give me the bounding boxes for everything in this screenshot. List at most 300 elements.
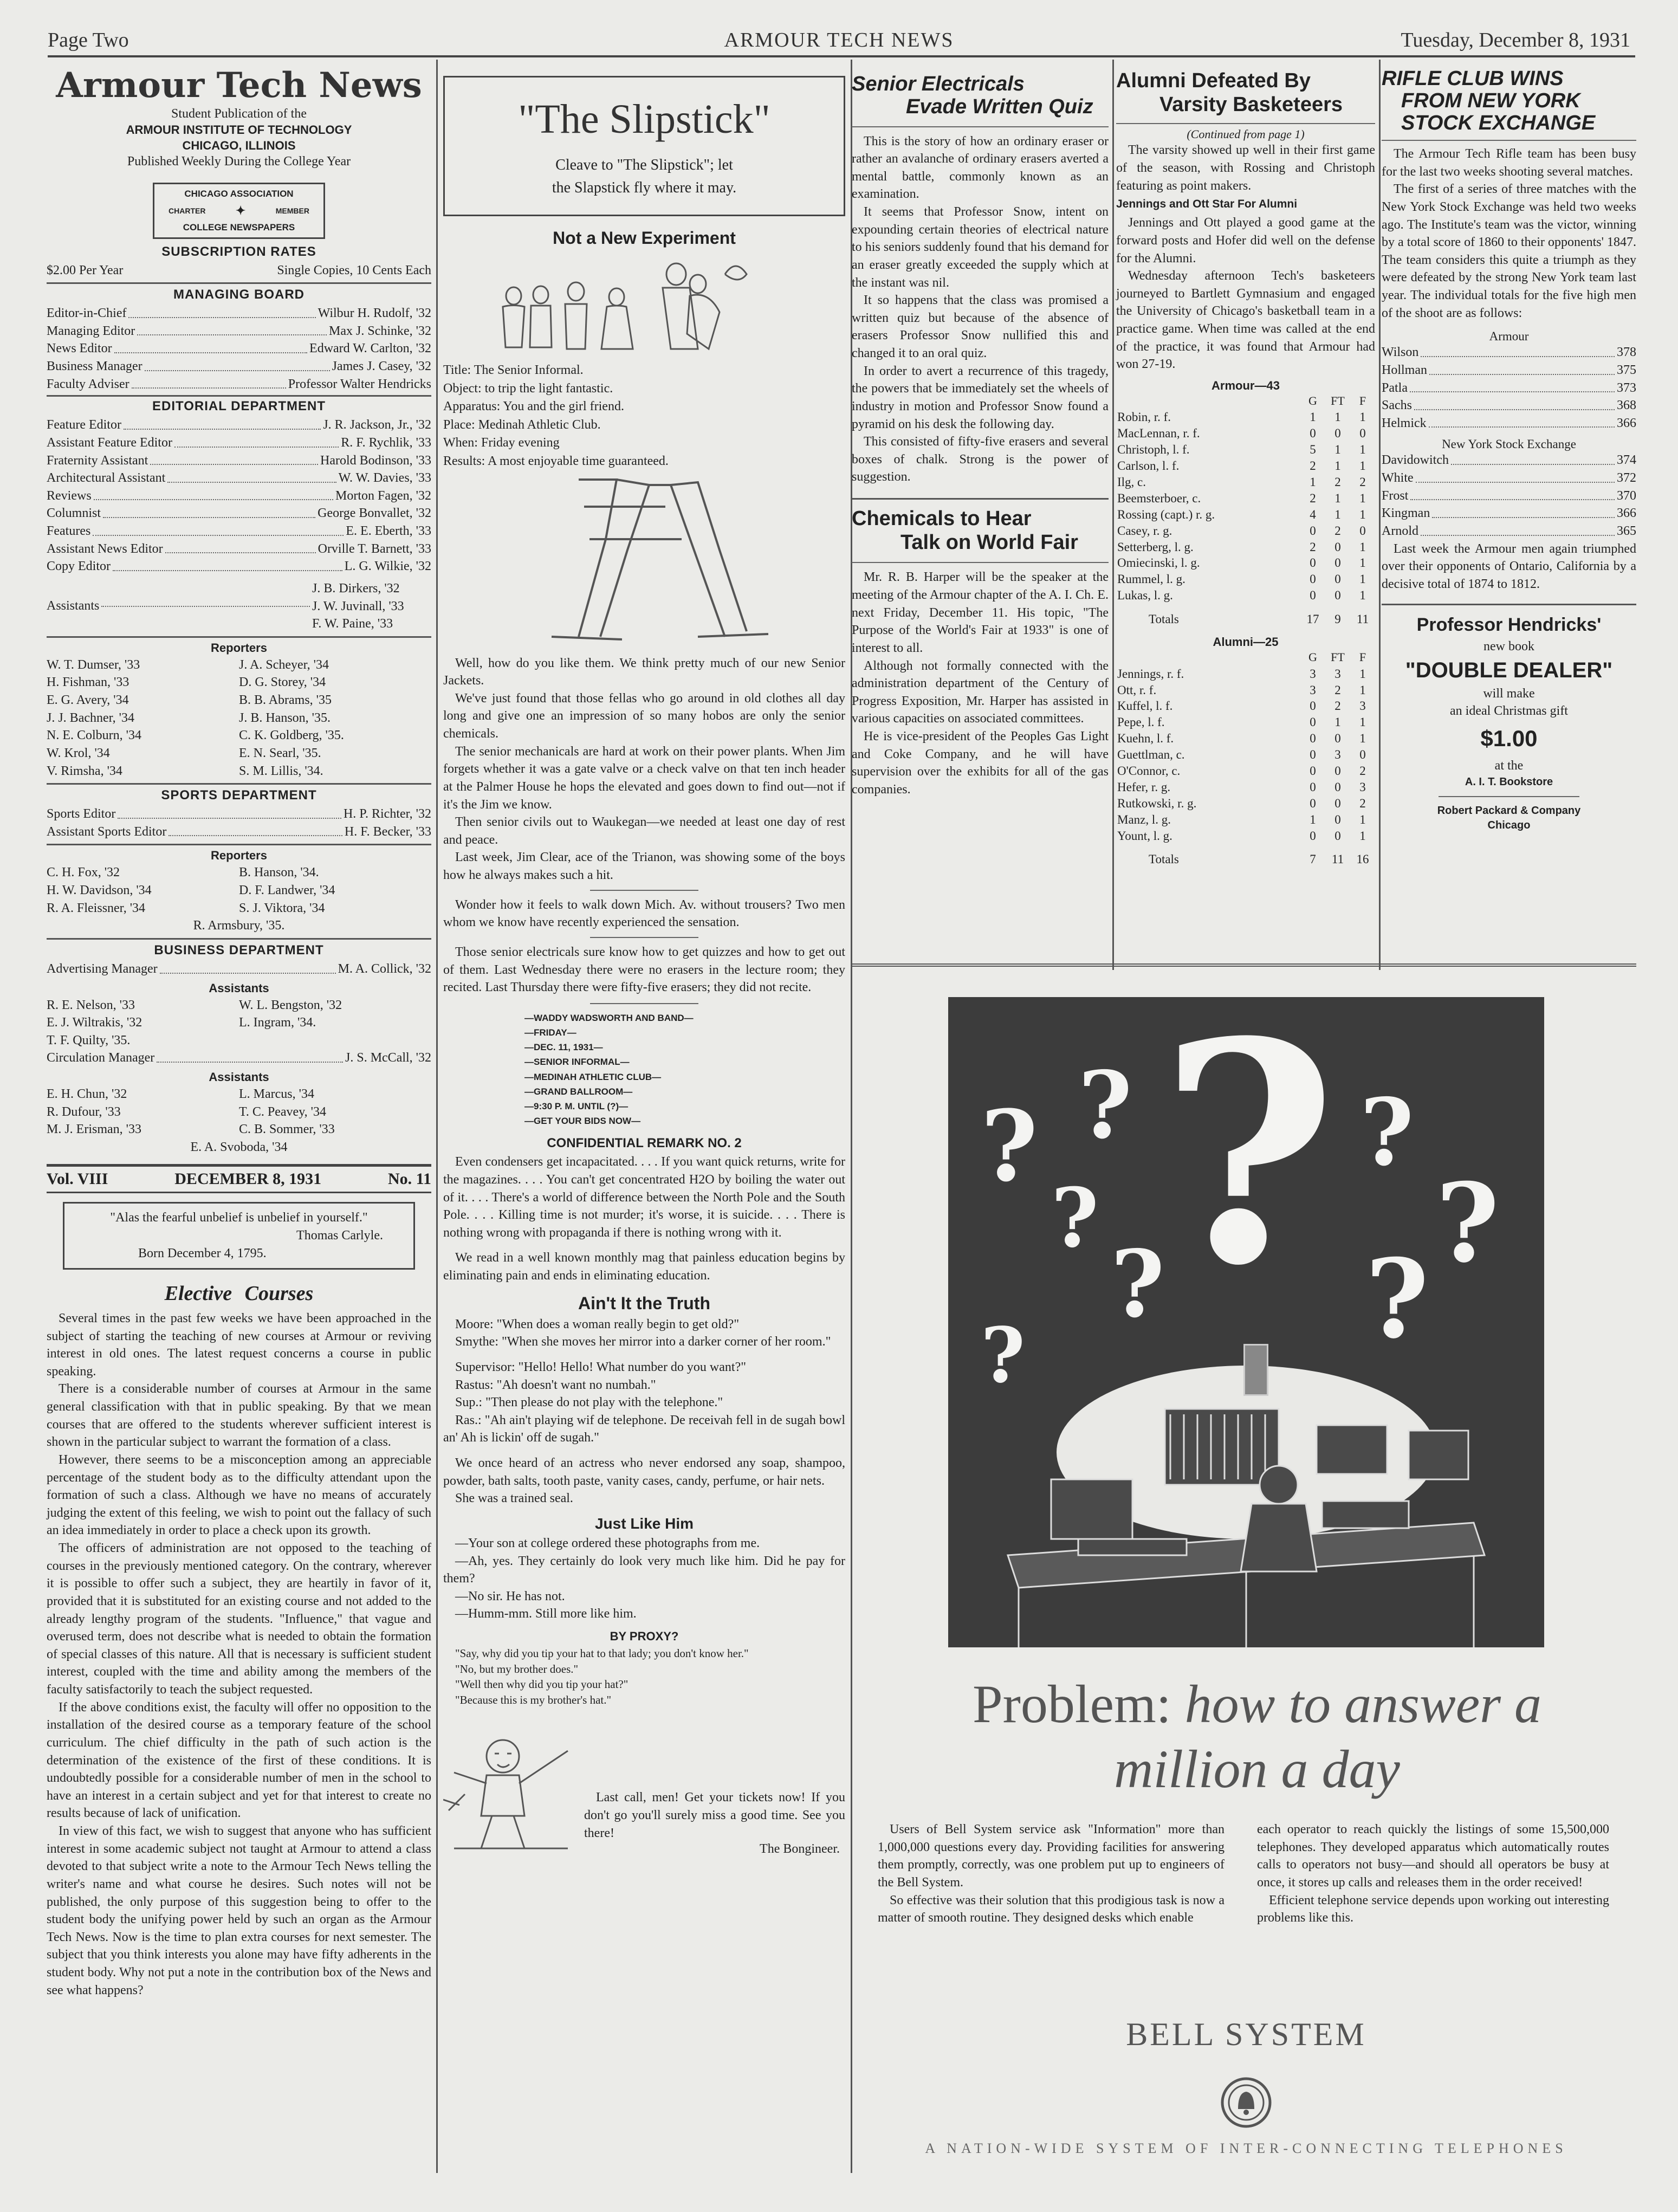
leader-dots (1410, 379, 1615, 393)
dancers-illustration (443, 253, 845, 355)
leader-dots (1421, 344, 1615, 357)
staff-row (47, 376, 431, 393)
masthead-title: Armour Tech News (56, 65, 422, 106)
paragraph: Smythe: "When she moves her mirror into a darker corner of her room." (455, 1335, 831, 1349)
staff-role: Circulation Manager (47, 1051, 155, 1065)
reporter-name: E. N. Searl, '35. (239, 746, 321, 760)
table-row (1116, 828, 1375, 844)
name-row (47, 691, 431, 709)
truth-head: Ain't It the Truth (578, 1293, 710, 1313)
stat-cell: 1 (1310, 410, 1316, 424)
article-paragraph: The first of a series of three matches with the New York Stock Exchange was held two weeks ago. The Institute's team was the victor, winning by a total score of 1860 to their opponents' 1847. The team considers this quite a triumph as they were defeated by the strong New York team last year. The individual totals for the five high men of the shoot are as follows: (1382, 182, 1636, 320)
bell-brand: BELL SYSTEM (1126, 2016, 1366, 2052)
score-row (1382, 397, 1636, 415)
staff-role: Advertising Manager (47, 961, 158, 976)
stat-cell: 1 (1359, 588, 1366, 603)
table-row (1116, 539, 1375, 555)
staff-role: Assistant Sports Editor (47, 824, 167, 839)
table-row (1116, 730, 1375, 747)
question-mark-icon: ? (1078, 1051, 1132, 1160)
table-row (1116, 523, 1375, 539)
score-row (1382, 344, 1636, 361)
ad-paragraph: So effective was their solution that this prodigious task is now a matter of smooth routine. They designed desks which enable (878, 1893, 1225, 1925)
paragraph: Rastus: "Ah doesn't want no numbah." (455, 1377, 656, 1392)
staff-role: Assistant Feature Editor (47, 435, 172, 450)
staff-row (47, 522, 431, 540)
ad-line: will make (1483, 686, 1535, 701)
stat-cell: 1 (1334, 491, 1341, 505)
paragraph: If the above conditions exist, the faculty will offer no opposition to the installation of the desired course as a temporary feature of the school curriculum. The chief difficulty in the path of such action is the determination of the existence of the first of these conditions. It is undoubtedly possible for a considerable number of men in the school to have an interest in a certain subject and yet for that interest to create no results because of lack of unification. (47, 1700, 431, 1821)
text-line: —SENIOR INFORMAL— (524, 1057, 630, 1068)
ad-line: Chicago (1487, 819, 1531, 831)
leader-dots (103, 505, 315, 518)
column-rule (1379, 60, 1381, 970)
divider (1382, 604, 1636, 605)
business-head: BUSINESS DEPARTMENT (154, 942, 324, 958)
leader-dots (150, 452, 318, 465)
leader-dots (114, 340, 307, 353)
reporter-name: B. B. Abrams, '35 (239, 693, 332, 708)
shooter-name: White (1382, 471, 1414, 486)
quote-text: "Alas the fearful unbelief is unbelief in yourself." (110, 1210, 368, 1225)
player-name: Casey, r. g. (1117, 523, 1172, 538)
ad-price: $1.00 (1480, 725, 1538, 751)
reporter-name: C. H. Fox, '32 (47, 865, 120, 880)
stat-cell: 1 (1334, 443, 1341, 457)
price-year: $2.00 Per Year (47, 263, 124, 277)
leader-dots (167, 469, 336, 483)
reporter-name: T. C. Peavey, '34 (239, 1104, 326, 1119)
stat-cell: 3 (1334, 748, 1341, 762)
shooter-score: 372 (1617, 471, 1636, 486)
staff-name: Professor Walter Hendricks (288, 377, 431, 391)
question-mark-icon: ? (1051, 1170, 1099, 1266)
stat-cell: 2 (1334, 699, 1341, 713)
player-name: Kuffel, l. f. (1117, 699, 1173, 713)
paragraph: —Humm-mm. Still more like him. (455, 1607, 637, 1621)
staff-role: Business Manager (47, 359, 142, 374)
ad-line: at the (1494, 759, 1524, 773)
text-line: —9:30 P. M. UNTIL (?)— (524, 1101, 629, 1111)
stat-cell: 0 (1334, 829, 1341, 843)
staff-row (47, 322, 431, 340)
staff-name: Edward W. Carlton, '32 (309, 341, 431, 356)
staff-role: Reviews (47, 488, 92, 503)
shooter-name: Davidowitch (1382, 453, 1449, 468)
shooter-score: 365 (1617, 523, 1636, 538)
table-row (1116, 442, 1375, 458)
player-name: Rutkowski, r. g. (1117, 796, 1197, 810)
text-line: —WADDY WADSWORTH AND BAND— (524, 1012, 694, 1023)
stat-cell: 0 (1359, 426, 1366, 441)
stat-cell: 1 (1334, 410, 1341, 424)
player-name: Rossing (capt.) r. g. (1117, 507, 1215, 521)
table-row (1116, 507, 1375, 523)
staff-name: H. P. Richter, '32 (343, 807, 431, 822)
assistants-head: Assistants (209, 981, 269, 995)
column-header: F (1359, 650, 1366, 664)
staff-row (47, 452, 431, 470)
score-list (1382, 451, 1636, 540)
score-row (1382, 415, 1636, 432)
player-name: Pepe, l. f. (1117, 715, 1165, 729)
article-subhead: Jennings and Ott Star For Alumni (1116, 198, 1298, 211)
article-paragraph: The varsity showed up well in their first game of the season, with Rossing and Christoph featuring as point makers. (1116, 143, 1375, 193)
text-line: Title: The Senior Informal. (443, 363, 584, 377)
assistants-head: Assistants (209, 1070, 269, 1084)
staff-role: Features (47, 524, 91, 539)
bell-logo-icon (1219, 2075, 1273, 2130)
article-title: Varsity Basketeers (1159, 93, 1343, 116)
question-mark-icon: ? (981, 1089, 1038, 1204)
shooter-score: 374 (1617, 453, 1636, 468)
staff-role: Columnist (47, 506, 101, 521)
divider (852, 562, 1109, 563)
player-name: Jennings, r. f. (1117, 667, 1184, 681)
shooter-name: Patla (1382, 380, 1408, 395)
masthead-line: CHICAGO, ILLINOIS (182, 138, 296, 152)
table-header-row (1116, 393, 1375, 410)
table-row (1116, 714, 1375, 730)
continued-note: (Continued from page 1) (1187, 127, 1305, 141)
slipstick-paragraph: She was a trained seal. (455, 1491, 573, 1506)
staff-row (47, 469, 431, 487)
stat-cell: 1 (1310, 475, 1316, 489)
paragraph: —Ah, yes. They certainly do look very much like him. Did he pay for them? (443, 1554, 845, 1586)
paragraph: There is a considerable number of courses at Armour in the same general classification with that in public speaking. By that we mean courses that are offered to the students wherever sufficient interest is shown in the particular subject to warrant the formation of a class. (47, 1382, 431, 1450)
ad-book-title: "DOUBLE DEALER" (1405, 658, 1613, 682)
paragraph: In order to avert a recurrence of this tragedy, the powers that be immediately set the wheels of industry in motion and Professor Snow found a pyramid on his desk the following day. (852, 364, 1109, 431)
phone-dialogue (443, 1359, 845, 1447)
player-name: Manz, l. g. (1117, 812, 1171, 826)
sports-list (47, 805, 431, 840)
text-line: Place: Medinah Athletic Club. (443, 417, 601, 432)
shooter-name: Sachs (1382, 398, 1412, 413)
text-line: —MEDINAH ATHLETIC CLUB— (524, 1071, 662, 1082)
sports-reporters-head: Reporters (211, 849, 267, 863)
stat-cell: 0 (1334, 556, 1341, 570)
article-body (852, 133, 1109, 487)
stat-cell: 2 (1334, 523, 1341, 538)
stat-cell: 1 (1359, 556, 1366, 570)
leader-dots (132, 376, 286, 389)
divider (590, 1003, 698, 1004)
player-name: Carlson, l. f. (1117, 459, 1180, 473)
paragraph: —No sir. He has not. (455, 1589, 565, 1603)
ad-line: new book (1483, 639, 1534, 654)
leader-dots (124, 416, 321, 430)
staff-name: J. R. Jackson, Jr., '32 (323, 418, 431, 432)
ad-copy-right (1257, 1821, 1609, 1927)
stat-cell: 2 (1310, 491, 1316, 505)
shooter-score: 375 (1617, 363, 1636, 377)
staff-row (47, 487, 431, 505)
table-row (1116, 458, 1375, 474)
subscription-head: SUBSCRIPTION RATES (161, 244, 316, 259)
paragraph: He is vice-president of the Peoples Gas Light and Coke Company, and he will have supervision over the exhibits for all of the gas companies. (852, 729, 1109, 797)
editorial-head: EDITORIAL DEPARTMENT (152, 399, 326, 414)
reporter-name: W. L. Bengston, '32 (239, 998, 342, 1012)
paragraph: Well, how do you like them. We think pretty much of our new Senior Jackets. (443, 656, 845, 688)
reporter-name: J. B. Hanson, '35. (239, 710, 331, 725)
stat-cell: 2 (1310, 459, 1316, 473)
table-row (1116, 795, 1375, 812)
stat-cell: 2 (1334, 475, 1341, 489)
stat-cell: 1 (1359, 715, 1366, 729)
staff-name: T. F. Quilty, '35. (47, 1033, 131, 1047)
leader-dots (1416, 469, 1615, 483)
stat-cell: 0 (1310, 764, 1316, 778)
volume-bar (47, 1164, 431, 1193)
staff-role: Copy Editor (47, 559, 111, 574)
leader-dots (128, 305, 315, 318)
reporter-name: R. Armsbury, '35. (193, 919, 285, 933)
masthead-line: ARMOUR INSTITUTE OF TECHNOLOGY (126, 123, 352, 137)
reporter-name: N. E. Colburn, '34 (47, 728, 141, 743)
reporter-name: D. G. Storey, '34 (239, 675, 326, 690)
paragraph: Then senior civils out to Waukegan—we needed at least one day of rest and peace. (443, 815, 845, 847)
staff-row (47, 305, 431, 322)
switchboard-desk-illustration (997, 1393, 1495, 1647)
reporter-name: J. A. Scheyer, '34 (239, 657, 329, 672)
staff-role: Faculty Adviser (47, 377, 129, 391)
ad-headline-word: Problem: (972, 1674, 1171, 1734)
divider (47, 783, 431, 785)
adv-assistants (47, 997, 431, 1032)
spacer-cell (1116, 604, 1300, 611)
leader-dots (137, 322, 327, 336)
reporter-name: B. Hanson, '34. (239, 865, 319, 880)
leader-dots (1429, 415, 1615, 428)
question-mark-icon: ? (981, 1311, 1026, 1400)
name-row (47, 709, 431, 727)
staff-name: George Bonvallet, '32 (318, 506, 431, 521)
text-line: —GET YOUR BIDS NOW— (524, 1116, 641, 1127)
quote-box (63, 1202, 415, 1270)
score-row (1382, 361, 1636, 379)
reporters-grid (47, 656, 431, 780)
managing-head: MANAGING BOARD (173, 287, 304, 302)
stat-cell: 0 (1310, 715, 1316, 729)
reporter-name: J. J. Bachner, '34 (47, 710, 134, 725)
stat-cell: 1 (1359, 491, 1366, 505)
bell-illustration (948, 997, 1544, 1647)
table-row (1116, 747, 1375, 763)
divider (1439, 796, 1579, 797)
managing-list (47, 305, 431, 393)
article-body (852, 568, 1109, 798)
quote-author: Thomas Carlyle. (296, 1228, 383, 1243)
shooter-score: 373 (1617, 380, 1636, 395)
truth-dialogue (443, 1316, 845, 1351)
article-title: STOCK EXCHANGE (1401, 112, 1596, 135)
ad-copy-left (878, 1821, 1225, 1927)
reporter-name: M. J. Erisman, '33 (47, 1122, 141, 1137)
totals-row (1116, 851, 1375, 868)
divider (852, 498, 1109, 500)
like-head: Just Like Him (594, 1515, 694, 1532)
ad-headline (889, 1674, 1625, 1734)
shooter-score: 366 (1617, 416, 1636, 430)
slipstick-paragraph: Even condensers get incapacitated. . . . If you want quick returns, write for the magazines. . . . You can't get concentrated H2O by boiling the water out of it. . . . There's a world of difference between the North Pole and the South Pole. . . . Killing time is not murder; it's worse, it is suicide. . . . There is nothing wrong with propaganda if there is nothing wrong with it. (443, 1155, 845, 1240)
reporter-name: W. Krol, '34 (47, 746, 110, 760)
reporter-name: R. Dufour, '33 (47, 1104, 121, 1119)
name-row (47, 674, 431, 691)
badge-left: CHARTER (169, 206, 206, 215)
reporter-name: S. J. Viktora, '34 (239, 901, 325, 915)
paragraph: Although not formally connected with the administration department of the Century of Progress Exposition, Mr. Harper has assisted in various capacities on associated committees. (852, 658, 1109, 726)
masthead-column (47, 65, 431, 1999)
paragraph: Mr. R. B. Harper will be the speaker at the meeting of the Armour chapter of the A. I. Ch. E. next Friday, December 11. His topic, "The Purpose of the World's Fair at 1933" is one of interest to all. (852, 570, 1109, 655)
stat-cell: 3 (1359, 699, 1366, 713)
stat-cell: 2 (1359, 764, 1366, 778)
text-line: Apparatus: You and the girl friend. (443, 399, 624, 414)
paragraph: —Your son at college ordered these photographs from me. (455, 1536, 760, 1550)
stat-cell: 17 (1306, 612, 1319, 626)
table-row (1116, 555, 1375, 571)
staff-name: J. S. McCall, '32 (345, 1051, 431, 1065)
article-title: FROM NEW YORK (1401, 89, 1580, 113)
score-row (1382, 451, 1636, 469)
column-rule (1112, 60, 1114, 970)
dance-notice (443, 1011, 845, 1129)
player-name: Kuehn, l. f. (1117, 732, 1174, 746)
table-row (1116, 474, 1375, 490)
paragraph: "Because this is my brother's hat." (455, 1693, 612, 1706)
reporter-name: L. Ingram, '34. (239, 1016, 316, 1030)
shooter-name: Wilson (1382, 345, 1419, 360)
name-row (47, 1085, 431, 1103)
assistant-name: F. W. Paine, '33 (312, 617, 393, 631)
staff-role: News Editor (47, 341, 112, 356)
score-row (1382, 487, 1636, 505)
player-name: Ott, r. f. (1117, 683, 1157, 697)
staff-name: Max J. Schinke, '32 (329, 324, 431, 338)
text-line: When: Friday evening (443, 436, 560, 450)
stat-cell: 0 (1310, 572, 1316, 586)
player-name: Ilg, c. (1117, 475, 1146, 489)
leader-dots (1410, 487, 1615, 501)
name-row (47, 1014, 431, 1032)
player-name: Guettlman, c. (1117, 748, 1185, 762)
staff-name: W. W. Davies, '33 (338, 471, 431, 486)
article-title: RIFLE CLUB WINS (1382, 67, 1564, 90)
ad-paragraph: each operator to reach quickly the listings of some 15,500,000 telephones. They developed apparatus which automatically routes calls to operators not busy—and should all operators be busy at once, it stores up calls and releases them in the order received! (1257, 1822, 1609, 1890)
editorial-title: Elective Courses (164, 1282, 314, 1305)
leader-dots (113, 558, 342, 571)
divider (47, 844, 431, 845)
slipstick-paragraph: Those senior electricals sure know how to get quizzes and how to get out of them. Last Wednesday there were no erasers in the lecture room; they recited. Last Thursday there were fifty-five erasers; they did not recite. (443, 945, 845, 995)
table-row (1116, 682, 1375, 698)
stat-cell: 0 (1334, 540, 1341, 554)
reporters-head: Reporters (211, 641, 267, 655)
staff-row (47, 434, 431, 452)
table-row (1116, 779, 1375, 795)
circ-assistants (47, 1085, 431, 1139)
table-row (1116, 571, 1375, 587)
score-row (1382, 522, 1636, 540)
player-name: Omiecinski, l. g. (1117, 556, 1200, 570)
divider (47, 395, 431, 397)
paragraph: Last week, Jim Clear, ace of the Trianon, was showing some of the boys how he always makes such a hit. (443, 850, 845, 883)
stat-cell: 0 (1334, 572, 1341, 586)
question-mark-icon: ? (1111, 1230, 1165, 1338)
divider (590, 937, 698, 938)
column-header: F (1359, 393, 1366, 408)
stat-cell: 1 (1359, 667, 1366, 681)
article-title: Senior Electricals (852, 73, 1025, 95)
stat-cell: 7 (1310, 852, 1316, 866)
staff-name: Morton Fagen, '32 (335, 488, 431, 503)
divider (1116, 123, 1375, 124)
question-mark-icon: ? (1436, 1160, 1500, 1287)
experiment-head: Not a New Experiment (553, 228, 736, 248)
question-mark-icon: ? (1159, 997, 1338, 1333)
slipstick-box (443, 76, 845, 216)
stat-cell: 3 (1310, 667, 1316, 681)
stat-cell: 1 (1359, 732, 1366, 746)
article-title: Evade Written Quiz (906, 95, 1093, 118)
association-badge (153, 183, 325, 239)
name-row (47, 997, 431, 1014)
slipstick-column (443, 76, 845, 1859)
score-head: Armour (1489, 329, 1529, 344)
staff-name: E. A. Svoboda, '34 (190, 1140, 288, 1154)
table-row (1116, 763, 1375, 779)
stat-cell: 1 (1359, 812, 1366, 826)
sports-column (1116, 69, 1375, 868)
stat-cell: 1 (1359, 507, 1366, 521)
staff-row (47, 558, 431, 575)
player-name: Lukas, l. g. (1117, 588, 1173, 603)
slipstick-paragraph: Wonder how it feels to walk down Mich. Av. without trousers? Two men whom we know have recently experienced the sensation. (443, 897, 845, 930)
box-score-head: Armour—43 (1211, 378, 1280, 392)
name-row (47, 864, 431, 882)
article-title: Alumni Defeated By (1116, 69, 1311, 92)
slipstick-paragraphs (443, 655, 845, 884)
stat-cell: 0 (1334, 764, 1341, 778)
proxy-head: BY PROXY? (610, 1629, 679, 1644)
stat-cell: 1 (1359, 572, 1366, 586)
name-row (47, 1103, 431, 1121)
divider (47, 282, 431, 284)
stat-cell: 0 (1310, 732, 1316, 746)
sports-head: SPORTS DEPARTMENT (161, 788, 317, 803)
column-header: G (1308, 393, 1317, 408)
paragraph: Sup.: "Then please do not play with the telephone." (455, 1395, 723, 1410)
header-rule (48, 55, 1635, 57)
score-row (1382, 379, 1636, 397)
stat-cell: 11 (1331, 852, 1344, 866)
stat-cell: 2 (1359, 475, 1366, 489)
assistant-name: J. B. Dirkers, '32 (312, 581, 400, 596)
leader-dots (1414, 397, 1615, 410)
totals-row (1116, 611, 1375, 628)
score-list (1382, 344, 1636, 432)
divider (47, 636, 431, 638)
reporter-name: S. M. Lillis, '34. (239, 764, 323, 778)
shooter-score: 368 (1617, 398, 1636, 413)
name-row (47, 727, 431, 745)
text-line: Object: to trip the light fantastic. (443, 381, 613, 396)
stat-cell: 1 (1334, 715, 1341, 729)
rifle-column (1382, 68, 1636, 833)
staff-name: Harold Bodinson, '33 (320, 453, 431, 468)
staff-row (47, 805, 431, 823)
reporter-name: E. H. Chun, '32 (47, 1087, 127, 1102)
name-row (47, 745, 431, 762)
column-header: FT (1331, 393, 1345, 408)
